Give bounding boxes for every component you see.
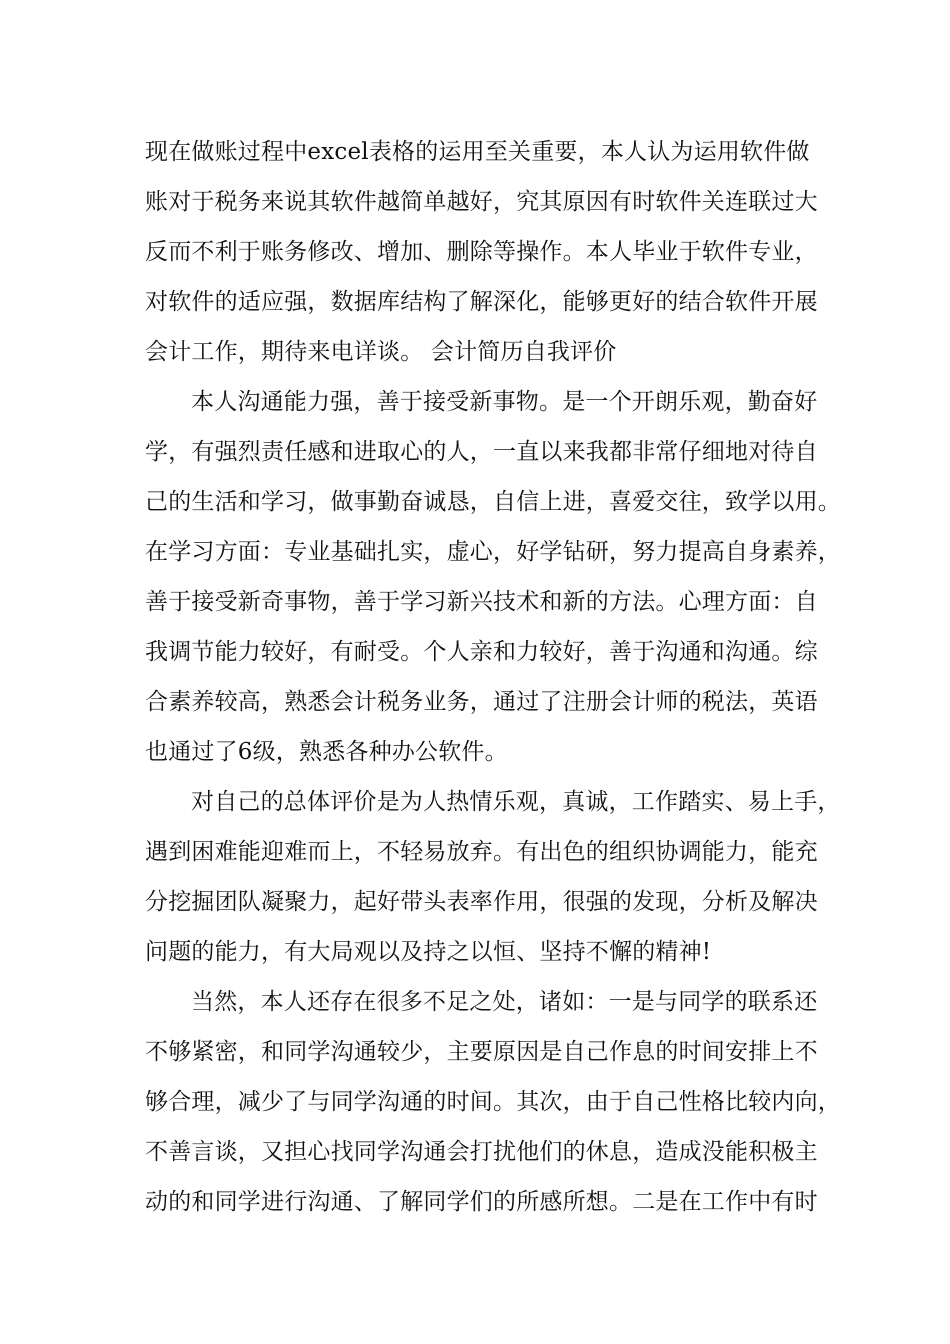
text-line: 善于接受新奇事物，善于学习新兴技术和新的方法。心理方面：自 [145,589,818,615]
text-line: 对软件的适应强，数据库结构了解深化，能够更好的结合软件开展 [145,289,818,315]
text-line: 也通过了6级，熟悉各种办公软件。 [145,739,508,765]
text-line: 在学习方面：专业基础扎实，虚心，好学钻研，努力提高自身素养， [145,539,841,565]
paragraph-first-line: 当然，本人还存在很多不足之处，诸如：一是与同学的联系还 [191,989,818,1015]
text-line: 不善言谈，又担心找同学沟通会打扰他们的休息，造成没能积极主 [145,1139,818,1165]
text-line: 不够紧密，和同学沟通较少，主要原因是自己作息的时间安排上不 [145,1039,818,1065]
text-line: 学，有强烈责任感和进取心的人，一直以来我都非常仔细地对待自 [145,439,818,465]
text-line: 够合理，减少了与同学沟通的时间。其次，由于自己性格比较内向， [145,1089,841,1115]
text-line: 问题的能力，有大局观以及持之以恒、坚持不懈的精神! [145,939,712,965]
text-line: 遇到困难能迎难而上，不轻易放弃。有出色的组织协调能力，能充 [145,839,818,865]
text-line: 分挖掘团队凝聚力，起好带头表率作用，很强的发现，分析及解决 [145,889,818,915]
text-line: 现在做账过程中excel表格的运用至关重要，本人认为运用软件做 [145,139,810,165]
paragraph-first-line: 本人沟通能力强，善于接受新事物。是一个开朗乐观，勤奋好 [191,389,818,415]
text-line: 账对于税务来说其软件越简单越好，究其原因有时软件关连联过大 [145,189,818,215]
text-line: 合素养较高，熟悉会计税务业务，通过了注册会计师的税法，英语 [145,689,818,715]
text-line: 己的生活和学习，做事勤奋诚恳，自信上进，喜爱交往，致学以用。 [145,489,841,515]
text-line: 会计工作，期待来电详谈。 会计简历自我评价 [145,339,617,365]
text-line: 反而不利于账务修改、增加、删除等操作。本人毕业于软件专业， [145,239,818,265]
text-line: 我调节能力较好，有耐受。个人亲和力较好，善于沟通和沟通。综 [145,639,818,665]
paragraph-first-line: 对自己的总体评价是为人热情乐观，真诚，工作踏实、易上手， [191,789,841,815]
text-line: 动的和同学进行沟通、了解同学们的所感所想。二是在工作中有时 [145,1189,818,1215]
